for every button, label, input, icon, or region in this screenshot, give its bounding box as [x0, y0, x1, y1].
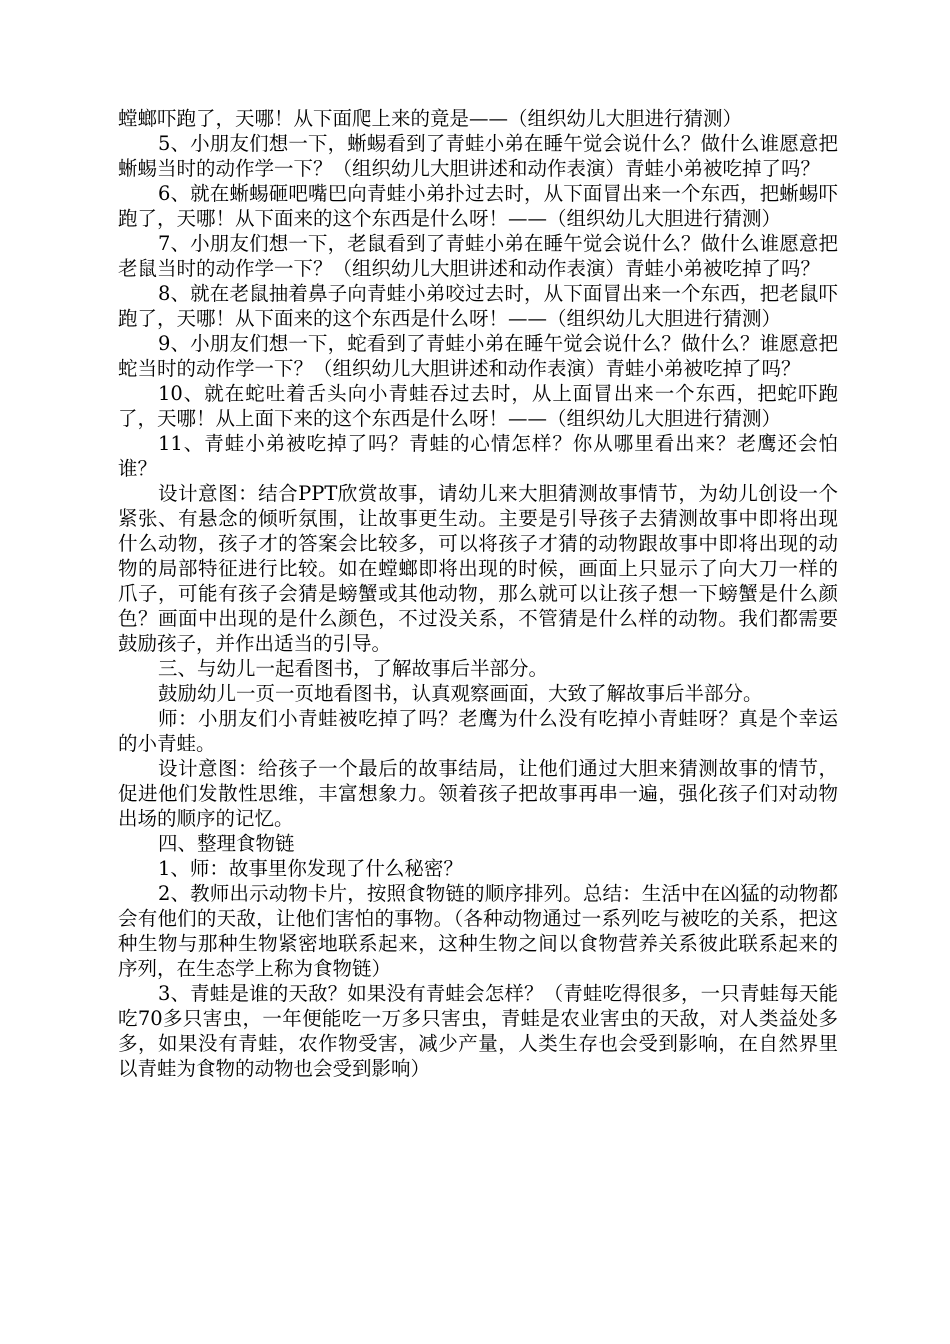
paragraph-continuation: 螳螂吓跑了，天哪！从下面爬上来的竟是——（组织幼儿大胆进行猜测） — [118, 107, 743, 130]
paragraph-item-11: 11、青蛙小弟被吃掉了吗？青蛙的心情怎样？你从哪里看出来？老鹰还会怕谁？ — [118, 432, 838, 480]
paragraph-design-intent-1: 设计意图：结合PPT欣赏故事，请幼儿来大胆猜测故事情节，为幼儿创设一个紧张、有悬念的倾听氛围，让故事更生动。主要是引导孩子去猜测故事中即将出现什么动物，孩子才的答案会比较多，可以将孩子才猜的动物跟故事中即将出现的动物的局部特征进行比较。如在螳螂即将出现的时候，画面上只显示了向大刀一样的爪子，可能有孩子会猜是螃蟹或其他动物，那么就可以让孩子想一下螃蟹是什么颜色？画面中出现的是什么颜色，不过没关系，不管猜是什么样的动物。我们都需要鼓励孩子，并作出适当的引导。 — [118, 482, 838, 655]
paragraph-item-9: 9、小朋友们想一下，蛇看到了青蛙小弟在睡午觉会说什么？做什么？谁愿意把蛇当时的动作学一下？（组织幼儿大胆讲述和动作表演）青蛙小弟被吃掉了吗？ — [118, 332, 838, 380]
paragraph-design-intent-2: 设计意图：给孩子一个最后的故事结局，让他们通过大胆来猜测故事的情节，促进他们发散性思维，丰富想象力。领着孩子把故事再串一遍，强化孩子们对动物出场的顺序的记忆。 — [118, 757, 838, 830]
section-heading-3: 三、与幼儿一起看图书，了解故事后半部分。 — [158, 657, 549, 680]
paragraph-item-7: 7、小朋友们想一下，老鼠看到了青蛙小弟在睡午觉会说什么？做什么谁愿意把老鼠当时的动作学一下？（组织幼儿大胆讲述和动作表演）青蛙小弟被吃掉了吗？ — [118, 232, 838, 280]
paragraph-item-6: 6、就在蜥蜴砸吧嘴巴向青蛙小弟扑过去时，从下面冒出来一个东西，把蜥蜴吓跑了，天哪！从下面来的这个东西是什么呀！——（组织幼儿大胆进行猜测） — [118, 182, 838, 230]
paragraph-item-8: 8、就在老鼠抽着鼻子向青蛙小弟咬过去时，从下面冒出来一个东西，把老鼠吓跑了，天哪！从下面来的这个东西是什么呀！——（组织幼儿大胆进行猜测） — [118, 282, 838, 330]
paragraph-item-10: 10、就在蛇吐着舌头向小青蛙吞过去时，从上面冒出来一个东西，把蛇吓跑了，天哪！从上面下来的这个东西是什么呀！——（组织幼儿大胆进行猜测） — [118, 382, 838, 430]
section-heading-4: 四、整理食物链 — [158, 832, 295, 855]
paragraph-food-chain-1: 1、师：故事里你发现了什么秘密？ — [158, 857, 463, 880]
paragraph-read-book: 鼓励幼儿一页一页地看图书，认真观察画面，大致了解故事后半部分。 — [158, 682, 763, 705]
document-body — [118, 106, 838, 1081]
paragraph-teacher-question: 师：小朋友们小青蛙被吃掉了吗？老鹰为什么没有吃掉小青蛙呀？真是个幸运的小青蛙。 — [118, 707, 838, 755]
paragraph-item-5: 5、小朋友们想一下，蜥蜴看到了青蛙小弟在睡午觉会说什么？做什么谁愿意把蜥蜴当时的动作学一下？（组织幼儿大胆讲述和动作表演）青蛙小弟被吃掉了吗？ — [118, 132, 838, 180]
paragraph-food-chain-3: 3、青蛙是谁的天敌？如果没有青蛙会怎样？（青蛙吃得很多，一只青蛙每天能吃70多只害虫，一年便能吃一万多只害虫，青蛙是农业害虫的天敌，对人类益处多多，如果没有青蛙，农作物受害，减少产量，人类生存也会受到影响，在自然界里以青蛙为食物的动物也会受到影响） — [118, 982, 838, 1080]
paragraph-food-chain-2: 2、教师出示动物卡片，按照食物链的顺序排列。总结：生活中在凶猛的动物都会有他们的天敌，让他们害怕的事物。（各种动物通过一系列吃与被吃的关系，把这种生物与那种生物紧密地联系起来，这种生物之间以食物营养关系彼此联系起来的序列，在生态学上称为食物链） — [118, 882, 838, 980]
